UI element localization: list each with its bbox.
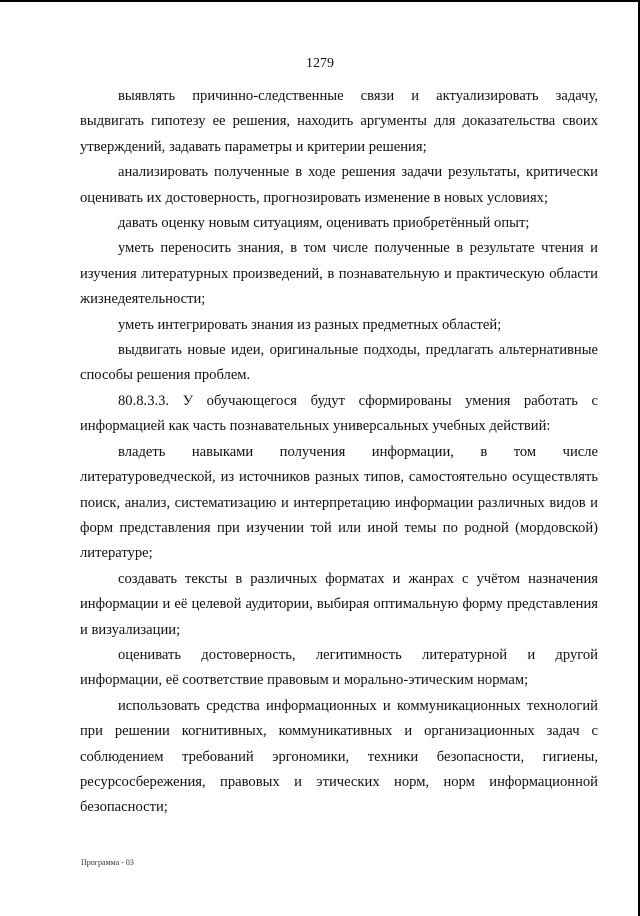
- paragraph: использовать средства информационных и коммуникационных технологий при решении когнитивных, коммуникативных и организационных задач с соблюдением требований эргономики, техники безопасности, гигиены, ресурсосбережения, правовых и этических норм, норм информационной безопасности;: [80, 697, 598, 816]
- paragraph: уметь переносить знания, в том числе полученные в результате чтения и изучения литературных произведений, в познавательную и практическую области жизнедеятельности;: [80, 240, 598, 308]
- body-text: [80, 84, 598, 821]
- page-edge-top: [0, 0, 640, 2]
- paragraph: создавать тексты в различных форматах и жанрах с учётом назначения информации и её целевой аудитории, выбирая оптимальную форму представления и визуализации;: [80, 570, 598, 638]
- paragraph: выявлять причинно-следственные связи и актуализировать задачу, выдвигать гипотезу ее решения, находить аргументы для доказательства своих утверждений, задавать параметры и критерии решения;: [80, 88, 598, 155]
- paragraph: анализировать полученные в ходе решения задачи результаты, критически оценивать их достоверность, прогнозировать изменение в новых условиях;: [80, 164, 598, 206]
- paragraph: оценивать достоверность, легитимность литературной и другой информации, её соответствие правовым и морально-этическим нормам;: [80, 646, 598, 689]
- paragraph: уметь интегрировать знания из разных предметных областей;: [118, 316, 502, 333]
- paragraph: 80.8.3.3. У обучающегося будут сформированы умения работать с информацией как часть познавательных универсальных учебных действий:: [80, 392, 598, 435]
- page-number: 1279: [306, 56, 334, 71]
- paragraph: владеть навыками получения информации, в том числе литературоведческой, из источников разных типов, самостоятельно осуществлять поиск, анализ, систематизацию и интерпретацию информации различных видов и форм представления при изучении той или иной темы по родной (мордовской) литературе;: [80, 443, 598, 562]
- paragraph: выдвигать новые идеи, оригинальные подходы, предлагать альтернативные способы решения проблем.: [80, 342, 598, 384]
- paragraph: давать оценку новым ситуациям, оценивать приобретённый опыт;: [118, 215, 530, 232]
- footer-label: Программа - 03: [81, 858, 134, 867]
